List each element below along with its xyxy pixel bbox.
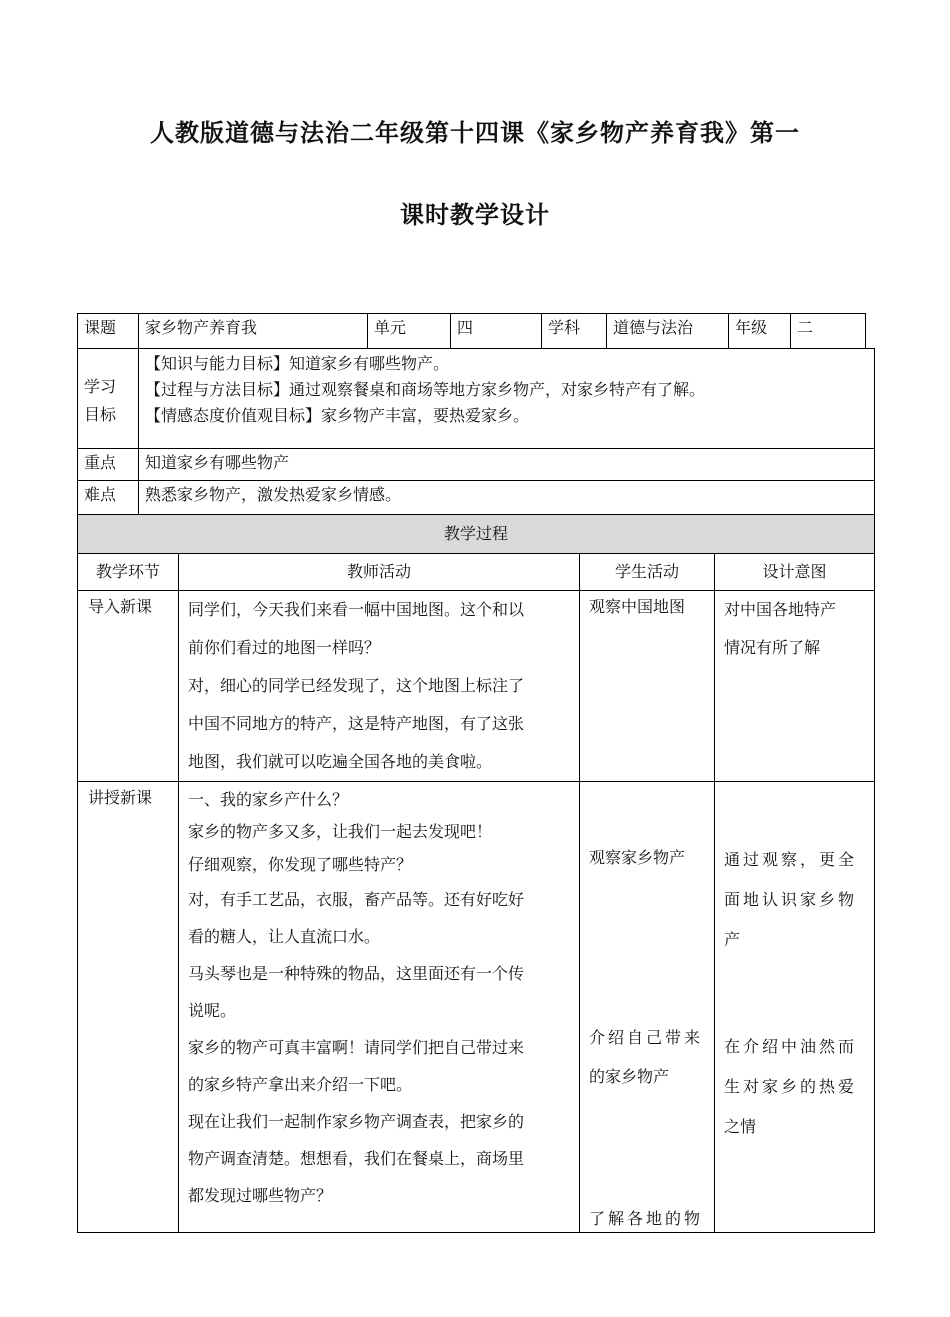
grade-label: 年级 [728,313,791,349]
objective-item: 【过程与方法目标】通过观察餐桌和商场等地方家乡物产，对家乡特产有了解。 [145,380,706,399]
row1-design-intent: 对中国各地特产 情况有所了解 [714,590,875,782]
row2-design-intent: 通过观察，更全 面地认识家乡物 产 在介绍中油然而 生对家乡的热爱 之情 [714,781,875,1233]
unit-value: 四 [450,313,542,349]
row1-stage: 导入新课 [77,590,179,782]
objective-item: 【情感态度价值观目标】家乡物产丰富，要热爱家乡。 [145,406,530,425]
row2-student-activity: 观察家乡物产 介绍自己带来 的家乡物产 了解各地的物 [579,781,715,1233]
objectives-list [138,348,875,449]
document-title-line1: 人教版道德与法治二年级第十四课《家乡物产养育我》第一 [150,119,800,147]
subject-value: 道德与法治 [606,313,729,349]
key-point-label: 重点 [77,448,139,481]
process-heading: 教学过程 [77,514,875,554]
column-header-student: 学生活动 [579,553,715,591]
difficulty-label: 难点 [77,480,139,515]
column-header-intent: 设计意图 [714,553,875,591]
difficulty-text: 熟悉家乡物产，激发热爱家乡情感。 [138,480,875,515]
topic-value: 家乡物产养育我 [138,313,368,349]
key-point-text: 知道家乡有哪些物产 [138,448,875,481]
row2-teacher-activity: 一、我的家乡产什么？ 家乡的物产多又多，让我们一起去发现吧！ 仔细观察，你发现了哪些特产？ 对，有手工艺品，衣服，畜产品等。还有好吃好 看的糖人，让人直流口水。 马头琴也是一种特殊的物品，这里面还有一个传 说呢。 家乡的物产可真丰富啊！请同学们把自己带过来 的家乡特产拿出来介绍一下吧。 现在让我们一起制作家乡物产调查表，把家乡的 物产调查清楚。想想看，我们在餐桌上，商场里 都发现过哪些物产？ [178,781,580,1233]
column-header-teacher: 教师活动 [178,553,580,591]
row1-teacher-activity: 同学们，今天我们来看一幅中国地图。这个和以 前你们看过的地图一样吗？ 对，细心的同学已经发现了，这个地图上标注了 中国不同地方的特产，这是特产地图，有了这张 地图，我们就可以吃遍全国各地的美食啦。 [178,590,580,782]
document-title-line2: 课时教学设计 [400,201,550,229]
topic-label: 课题 [77,313,139,349]
subject-label: 学科 [541,313,607,349]
column-header-stage: 教学环节 [77,553,179,591]
grade-value: 二 [790,313,866,349]
objective-item: 【知识与能力目标】知道家乡有哪些物产。 [145,354,450,373]
unit-label: 单元 [367,313,451,349]
objectives-label: 学习 目标 [77,348,139,449]
row2-stage: 讲授新课 [77,781,179,1233]
row1-student-activity: 观察中国地图 [579,590,715,782]
